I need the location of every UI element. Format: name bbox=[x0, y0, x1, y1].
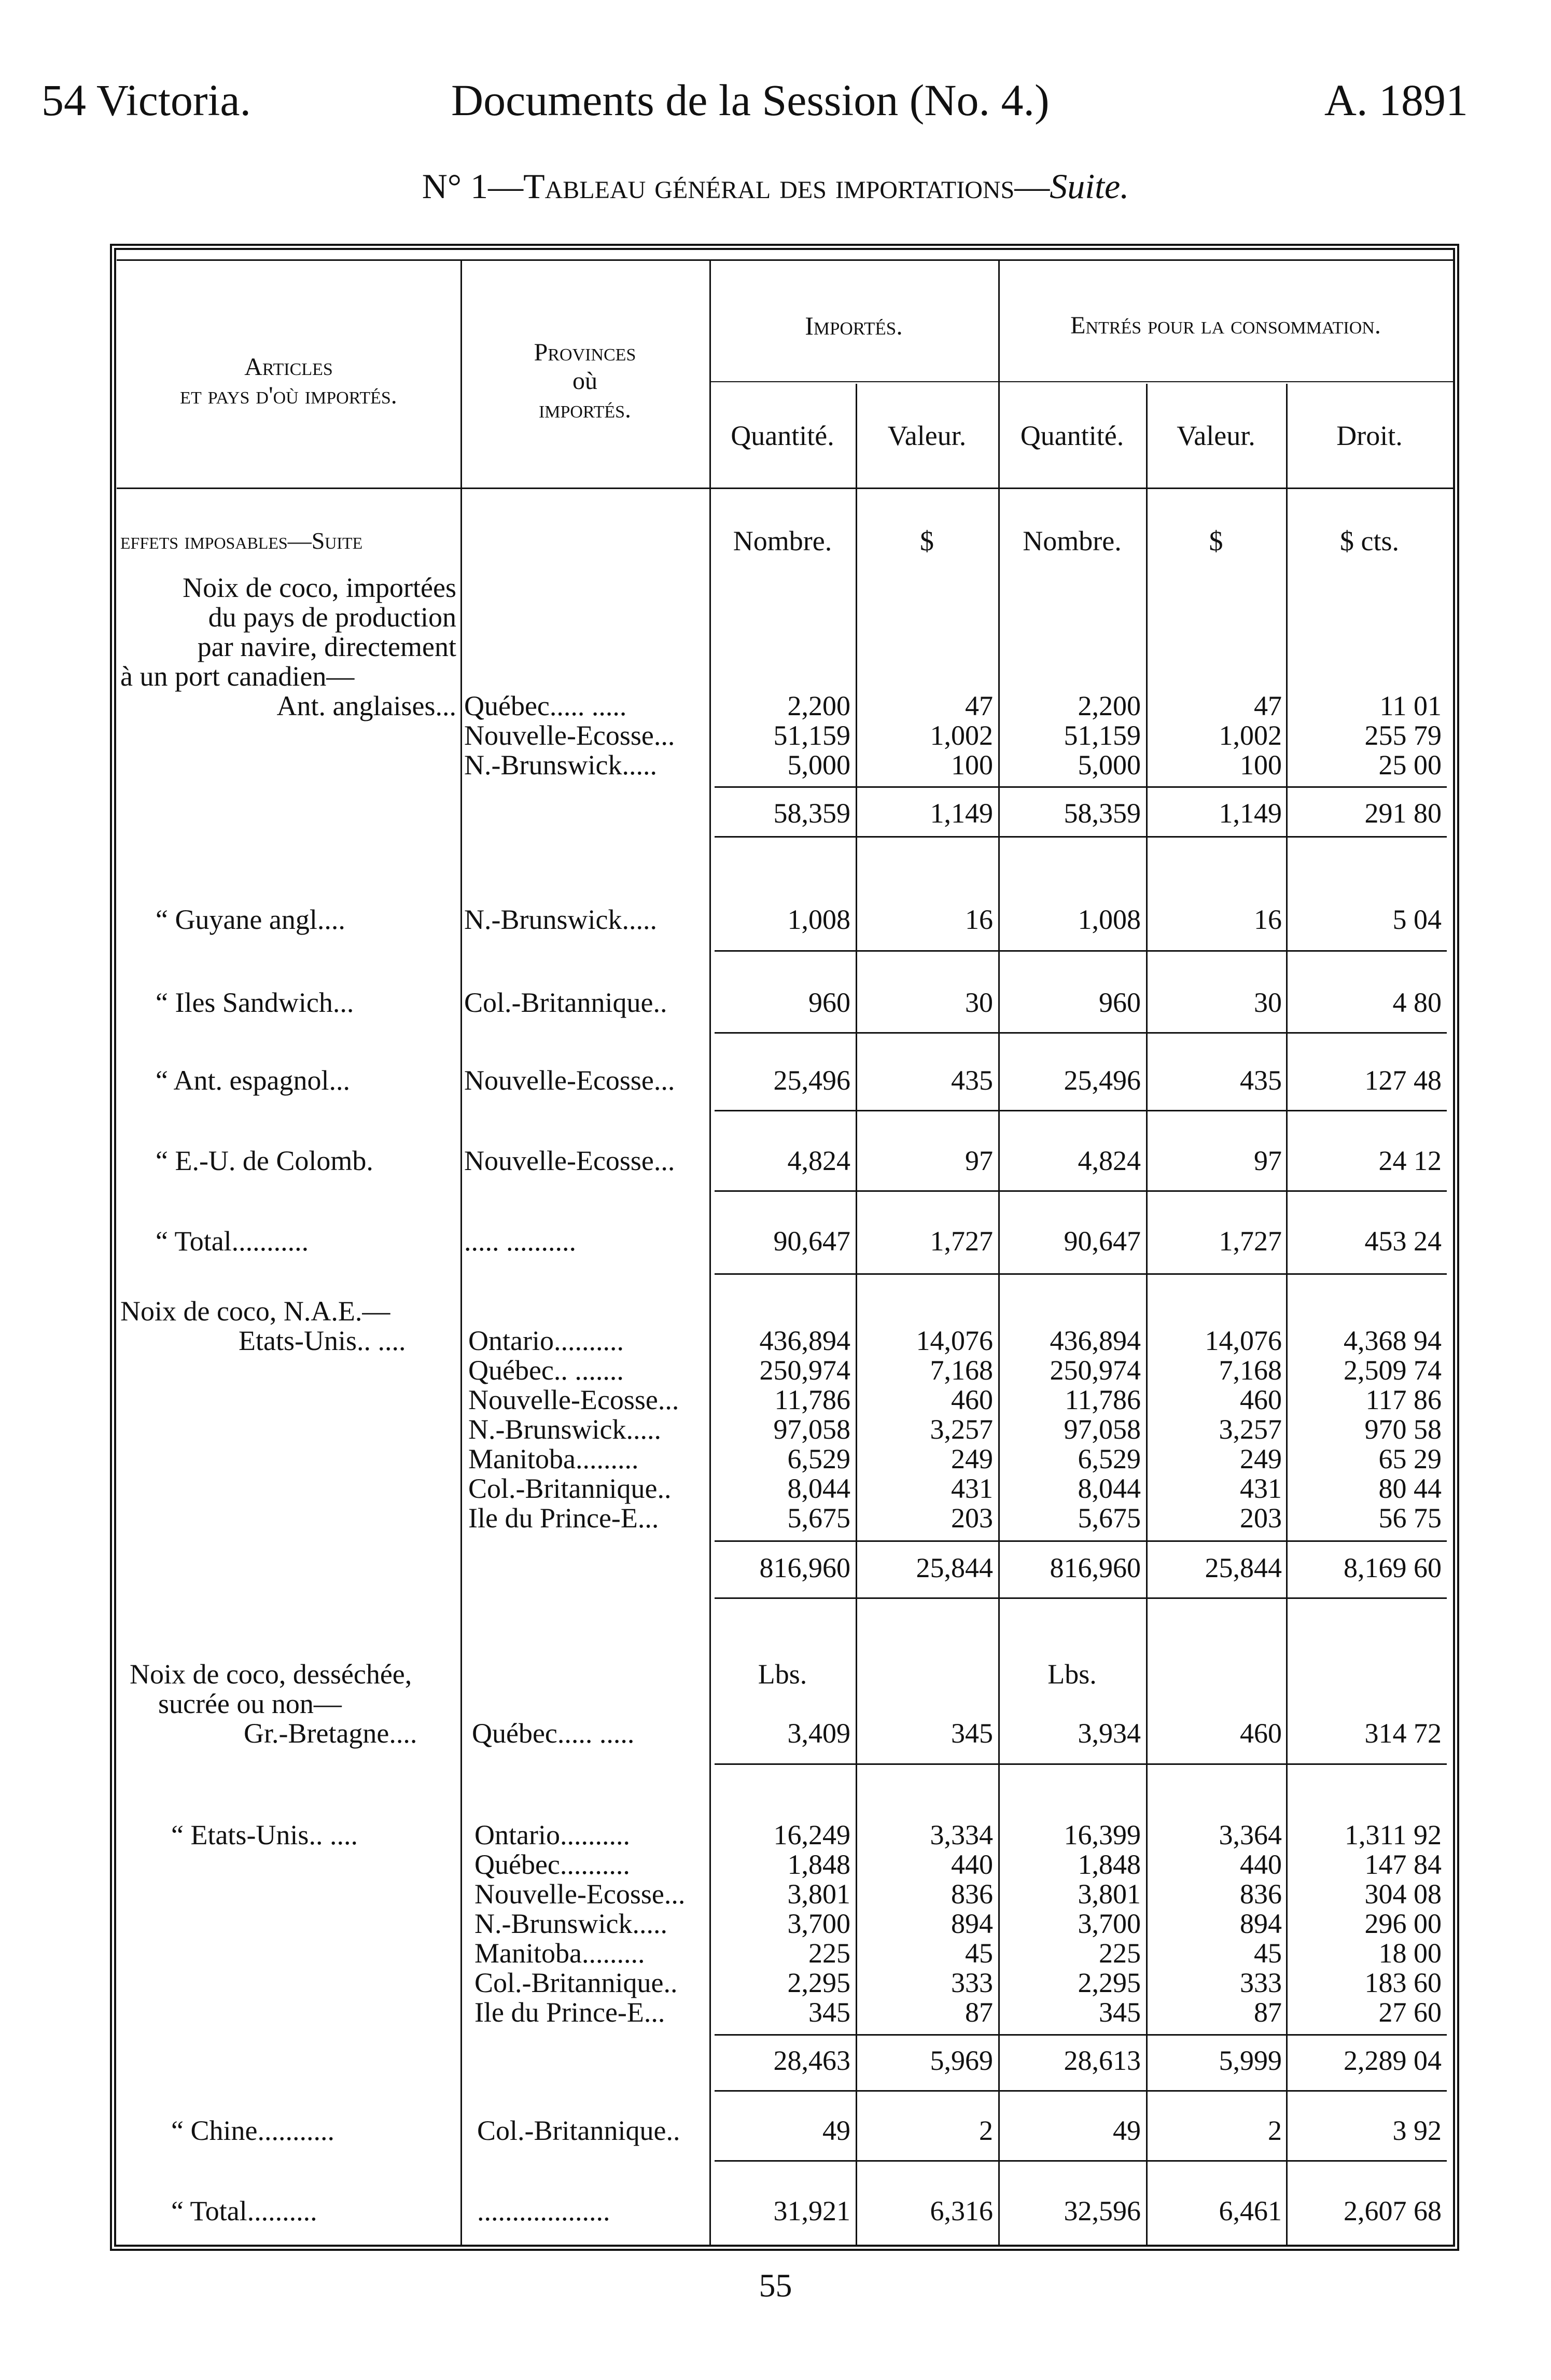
quantite2-cell: 6,529 bbox=[1078, 1443, 1141, 1474]
col-head-provinces-3: importés. bbox=[538, 396, 632, 423]
valeur-cell: 47 bbox=[965, 690, 993, 721]
province-cell: Col.-Britannique.. bbox=[474, 1967, 678, 1998]
article-line: Noix de coco, desséchée, bbox=[130, 1659, 412, 1690]
article-line: “ Total........... bbox=[156, 1226, 309, 1257]
article-line: “ Total.......... bbox=[171, 2195, 317, 2226]
running-header-center: Documents de la Session (No. 4.) bbox=[451, 75, 1050, 125]
quantite2-cell: 225 bbox=[1099, 1938, 1141, 1969]
valeur2-cell: 45 bbox=[1254, 1938, 1282, 1969]
valeur-cell: 100 bbox=[951, 749, 993, 781]
quantite-cell: 90,647 bbox=[773, 1226, 850, 1257]
article-line: “ Ant. espagnol... bbox=[156, 1065, 350, 1096]
valeur-total: 25,844 bbox=[916, 1552, 993, 1583]
valeur-cell: 2 bbox=[979, 2115, 993, 2146]
valeur2-cell: 47 bbox=[1254, 690, 1282, 721]
quantite-cell: 25,496 bbox=[773, 1065, 850, 1096]
droit-cell: 4 80 bbox=[1392, 987, 1442, 1018]
quantite2-cell: 1,848 bbox=[1078, 1849, 1141, 1880]
droit-cell: 147 84 bbox=[1364, 1849, 1442, 1880]
table-title-prefix: N° 1— bbox=[422, 166, 524, 206]
header-rule-groups bbox=[709, 381, 1453, 382]
quantite-cell: 3,700 bbox=[787, 1908, 850, 1939]
quantite-cell: 960 bbox=[808, 987, 850, 1018]
valeur2-cell: 2 bbox=[1268, 2115, 1282, 2146]
droit-cell: 65 29 bbox=[1378, 1443, 1442, 1474]
quantite-cell: 97,058 bbox=[773, 1414, 850, 1445]
valeur2-total: 1,149 bbox=[1219, 798, 1282, 829]
valeur2-cell: 460 bbox=[1240, 1384, 1282, 1415]
province-cell: Col.-Britannique.. bbox=[468, 1473, 672, 1504]
province-cell: Col.-Britannique.. bbox=[477, 2115, 680, 2146]
quantite-cell: 11,786 bbox=[774, 1384, 850, 1415]
quantite-cell: 49 bbox=[822, 2115, 850, 2146]
valeur2-cell: 87 bbox=[1254, 1997, 1282, 2028]
valeur-cell: 6,316 bbox=[930, 2195, 993, 2226]
col-head-provinces-2: où bbox=[572, 367, 597, 395]
col-head-valeur: Valeur. bbox=[887, 420, 967, 451]
group-rule bbox=[715, 1190, 1447, 1192]
province-cell: N.-Brunswick..... bbox=[464, 749, 657, 781]
valeur2-cell: 3,364 bbox=[1219, 1819, 1282, 1850]
droit-cell: 24 12 bbox=[1378, 1145, 1442, 1176]
unit-valeur2: $ bbox=[1209, 525, 1223, 556]
group-rule bbox=[715, 836, 1447, 838]
province-cell: N.-Brunswick..... bbox=[468, 1414, 661, 1445]
province-cell: ................... bbox=[477, 2195, 610, 2226]
valeur2-cell: 894 bbox=[1240, 1908, 1282, 1939]
province-cell: Ontario.......... bbox=[468, 1325, 624, 1356]
col-head-provinces-1: Provinces bbox=[534, 339, 636, 366]
group-rule bbox=[715, 2160, 1447, 2162]
valeur-cell: 97 bbox=[965, 1145, 993, 1176]
province-cell: Nouvelle-Ecosse... bbox=[468, 1384, 679, 1415]
droit-cell: 2,509 74 bbox=[1344, 1355, 1442, 1386]
province-cell: Québec.......... bbox=[474, 1849, 630, 1880]
quantite2-cell: 32,596 bbox=[1064, 2195, 1141, 2226]
quantite2-cell: 3,934 bbox=[1078, 1718, 1141, 1749]
valeur2-cell: 1,727 bbox=[1219, 1226, 1282, 1257]
valeur-cell: 249 bbox=[951, 1443, 993, 1474]
article-line: Noix de coco, importées bbox=[183, 572, 456, 603]
article-line: par navire, directement bbox=[197, 631, 456, 662]
quantite2-cell: 2,295 bbox=[1078, 1967, 1141, 1998]
droit-cell: 2,607 68 bbox=[1344, 2195, 1442, 2226]
valeur2-cell: 460 bbox=[1240, 1718, 1282, 1749]
valeur-cell: 45 bbox=[965, 1938, 993, 1969]
quantite-cell: 1,848 bbox=[787, 1849, 850, 1880]
droit-cell: 304 08 bbox=[1364, 1878, 1442, 1910]
quantite2-cell: 25,496 bbox=[1064, 1065, 1141, 1096]
valeur2-cell: 431 bbox=[1240, 1473, 1282, 1504]
valeur2-cell: 97 bbox=[1254, 1145, 1282, 1176]
valeur2-cell: 14,076 bbox=[1205, 1325, 1282, 1356]
valeur-cell: 16 bbox=[965, 904, 993, 935]
quantite-cell: 436,894 bbox=[759, 1325, 850, 1356]
valeur2-cell: 203 bbox=[1240, 1502, 1282, 1534]
valeur-cell: 836 bbox=[951, 1878, 993, 1910]
article-line: “ Iles Sandwich... bbox=[156, 987, 354, 1018]
province-cell: Manitoba......... bbox=[468, 1443, 639, 1474]
unit-droit: $ cts. bbox=[1340, 525, 1399, 556]
quantite2-cell: 11,786 bbox=[1065, 1384, 1141, 1415]
quantite-total: 58,359 bbox=[773, 798, 850, 829]
group-rule bbox=[715, 1273, 1447, 1275]
quantite-cell: 1,008 bbox=[787, 904, 850, 935]
article-line: “ E.-U. de Colomb. bbox=[156, 1145, 373, 1176]
quantite2-total: 816,960 bbox=[1050, 1552, 1141, 1583]
province-cell: Manitoba......... bbox=[474, 1938, 645, 1969]
valeur2-cell: 1,002 bbox=[1219, 720, 1282, 751]
article-line: Ant. anglaises... bbox=[276, 690, 456, 721]
article-line: Gr.-Bretagne.... bbox=[244, 1718, 417, 1749]
subtotal-rule bbox=[715, 2034, 1447, 2036]
valeur-cell: 460 bbox=[951, 1384, 993, 1415]
table-title-suite: Suite. bbox=[1050, 166, 1129, 206]
quantite2-cell: 97,058 bbox=[1064, 1414, 1141, 1445]
droit-cell: 255 79 bbox=[1364, 720, 1442, 751]
droit-cell: 11 01 bbox=[1379, 690, 1442, 721]
quantite-cell: 250,974 bbox=[759, 1355, 850, 1386]
valeur2-cell: 836 bbox=[1240, 1878, 1282, 1910]
quantite2-cell: 960 bbox=[1099, 987, 1141, 1018]
valeur-total: 1,149 bbox=[930, 798, 993, 829]
quantite2-cell: 49 bbox=[1113, 2115, 1141, 2146]
droit-total: 8,169 60 bbox=[1344, 1552, 1442, 1583]
droit-cell: 296 00 bbox=[1364, 1908, 1442, 1939]
col-head-quantite: Quantité. bbox=[731, 420, 834, 451]
droit-cell: 25 00 bbox=[1378, 749, 1442, 781]
col-rule-articles bbox=[460, 259, 462, 2245]
valeur-cell: 1,727 bbox=[930, 1226, 993, 1257]
valeur-cell: 3,257 bbox=[930, 1414, 993, 1445]
group-rule bbox=[715, 2090, 1447, 2092]
quantite2-cell: 1,008 bbox=[1078, 904, 1141, 935]
quantite2-cell: 16,399 bbox=[1064, 1819, 1141, 1850]
valeur-cell: 440 bbox=[951, 1849, 993, 1880]
quantite2-cell: 250,974 bbox=[1050, 1355, 1141, 1386]
quantite-cell: 4,824 bbox=[787, 1145, 850, 1176]
valeur2-total: 25,844 bbox=[1205, 1552, 1282, 1583]
quantite-cell: 3,409 bbox=[787, 1718, 850, 1749]
quantite2-cell: 51,159 bbox=[1064, 720, 1141, 751]
droit-total: 291 80 bbox=[1364, 798, 1442, 829]
group-rule bbox=[715, 1597, 1447, 1599]
quantite2-cell: 3,801 bbox=[1078, 1878, 1141, 1910]
quantite-cell: 225 bbox=[808, 1938, 850, 1969]
quantite2-cell: 8,044 bbox=[1078, 1473, 1141, 1504]
header-rule-bottom bbox=[117, 488, 1453, 489]
province-cell: N.-Brunswick..... bbox=[474, 1908, 667, 1939]
valeur-cell: 431 bbox=[951, 1473, 993, 1504]
quantite-total: 28,463 bbox=[773, 2045, 850, 2076]
valeur2-cell: 7,168 bbox=[1219, 1355, 1282, 1386]
province-cell: Québec..... ..... bbox=[464, 690, 627, 721]
valeur2-cell: 100 bbox=[1240, 749, 1282, 781]
province-cell: Nouvelle-Ecosse... bbox=[474, 1878, 686, 1910]
article-line: sucrée ou non— bbox=[158, 1688, 342, 1719]
quantite-cell: 8,044 bbox=[787, 1473, 850, 1504]
quantite-cell: 5,675 bbox=[787, 1502, 850, 1534]
province-cell: N.-Brunswick..... bbox=[464, 904, 657, 935]
col-head-articles-1: Articles bbox=[244, 353, 333, 381]
section-label: effets imposables—Suite bbox=[120, 527, 363, 554]
header-rule-top bbox=[117, 259, 1453, 261]
table-title-main: Tableau général des importations— bbox=[523, 166, 1050, 206]
quantite2-cell: 345 bbox=[1099, 1997, 1141, 2028]
article-line: “ Guyane angl.... bbox=[156, 904, 345, 935]
quantite-cell: 5,000 bbox=[787, 749, 850, 781]
quantite2-total: 58,359 bbox=[1064, 798, 1141, 829]
province-cell: Ile du Prince-E... bbox=[474, 1997, 665, 2028]
quantite-cell: 16,249 bbox=[773, 1819, 850, 1850]
article-line: à un port canadien— bbox=[120, 661, 355, 692]
province-cell: ..... .......... bbox=[464, 1226, 576, 1257]
quantite2-cell: 5,675 bbox=[1078, 1502, 1141, 1534]
valeur2-cell: 16 bbox=[1254, 904, 1282, 935]
quantite2-cell: 436,894 bbox=[1050, 1325, 1141, 1356]
droit-cell: 18 00 bbox=[1378, 1938, 1442, 1969]
valeur2-cell: 30 bbox=[1254, 987, 1282, 1018]
article-line: “ Chine........... bbox=[171, 2115, 334, 2146]
valeur-cell: 435 bbox=[951, 1065, 993, 1096]
group-rule bbox=[715, 1110, 1447, 1111]
article-line: Noix de coco, N.A.E.— bbox=[120, 1296, 390, 1327]
valeur-cell: 30 bbox=[965, 987, 993, 1018]
quantite2-cell: 90,647 bbox=[1064, 1226, 1141, 1257]
quantite-cell: 6,529 bbox=[787, 1443, 850, 1474]
valeur-total: 5,969 bbox=[930, 2045, 993, 2076]
valeur2-cell: 6,461 bbox=[1219, 2195, 1282, 2226]
col-head-entres: Entrés pour la consommation. bbox=[1070, 312, 1381, 339]
quantite2-total: 28,613 bbox=[1064, 2045, 1141, 2076]
running-header-right: A. 1891 bbox=[1324, 75, 1468, 125]
droit-total: 2,289 04 bbox=[1344, 2045, 1442, 2076]
droit-cell: 970 58 bbox=[1364, 1414, 1442, 1445]
page-number: 55 bbox=[759, 2267, 792, 2304]
droit-cell: 5 04 bbox=[1392, 904, 1442, 935]
province-cell: Québec..... ..... bbox=[472, 1718, 635, 1749]
quantite-cell: 2,295 bbox=[787, 1967, 850, 1998]
province-cell: Ile du Prince-E... bbox=[468, 1502, 659, 1534]
valeur2-total: 5,999 bbox=[1219, 2045, 1282, 2076]
unit-lbs-quantite2: Lbs. bbox=[1047, 1659, 1097, 1690]
quantite2-cell: 2,200 bbox=[1078, 690, 1141, 721]
quantite-cell: 2,200 bbox=[787, 690, 850, 721]
province-cell: Nouvelle-Ecosse... bbox=[464, 720, 675, 751]
valeur2-cell: 3,257 bbox=[1219, 1414, 1282, 1445]
article-line: Etats-Unis.. .... bbox=[239, 1325, 406, 1356]
quantite2-cell: 5,000 bbox=[1078, 749, 1141, 781]
droit-cell: 314 72 bbox=[1364, 1718, 1442, 1749]
col-head-quantite2: Quantité. bbox=[1020, 420, 1124, 451]
group-rule bbox=[715, 1032, 1447, 1034]
valeur-cell: 14,076 bbox=[916, 1325, 993, 1356]
province-cell: Nouvelle-Ecosse... bbox=[464, 1145, 675, 1176]
valeur2-cell: 440 bbox=[1240, 1849, 1282, 1880]
province-cell: Nouvelle-Ecosse... bbox=[464, 1065, 675, 1096]
valeur2-cell: 435 bbox=[1240, 1065, 1282, 1096]
droit-cell: 1,311 92 bbox=[1345, 1819, 1442, 1850]
quantite-cell: 3,801 bbox=[787, 1878, 850, 1910]
droit-cell: 183 60 bbox=[1364, 1967, 1442, 1998]
valeur-cell: 203 bbox=[951, 1502, 993, 1534]
quantite-cell: 345 bbox=[808, 1997, 850, 2028]
droit-cell: 4,368 94 bbox=[1344, 1325, 1442, 1356]
group-rule bbox=[715, 1763, 1447, 1765]
col-head-valeur2: Valeur. bbox=[1177, 420, 1255, 451]
subtotal-rule bbox=[715, 786, 1447, 788]
subtotal-rule bbox=[715, 1540, 1447, 1542]
table-title bbox=[0, 166, 1551, 207]
col-head-articles-2: et pays d'où importés. bbox=[180, 382, 397, 409]
unit-valeur: $ bbox=[920, 525, 934, 556]
article-line: “ Etats-Unis.. .... bbox=[171, 1819, 358, 1850]
valeur2-cell: 249 bbox=[1240, 1443, 1282, 1474]
valeur2-cell: 333 bbox=[1240, 1967, 1282, 1998]
valeur-cell: 333 bbox=[951, 1967, 993, 1998]
quantite-total: 816,960 bbox=[759, 1552, 850, 1583]
running-header-left: 54 Victoria. bbox=[41, 75, 251, 125]
quantite-cell: 51,159 bbox=[773, 720, 850, 751]
valeur-cell: 7,168 bbox=[930, 1355, 993, 1386]
valeur-cell: 87 bbox=[965, 1997, 993, 2028]
valeur-cell: 894 bbox=[951, 1908, 993, 1939]
article-line: du pays de production bbox=[208, 602, 456, 633]
quantite2-cell: 3,700 bbox=[1078, 1908, 1141, 1939]
province-cell: Québec.. ....... bbox=[468, 1355, 624, 1386]
col-head-importes: Importés. bbox=[805, 311, 903, 340]
valeur-cell: 1,002 bbox=[930, 720, 993, 751]
province-cell: Ontario.......... bbox=[474, 1819, 630, 1850]
droit-cell: 127 48 bbox=[1364, 1065, 1442, 1096]
unit-quantite: Nombre. bbox=[733, 525, 832, 556]
valeur-cell: 345 bbox=[951, 1718, 993, 1749]
province-cell: Col.-Britannique.. bbox=[464, 987, 667, 1018]
group-rule bbox=[715, 950, 1447, 952]
droit-cell: 80 44 bbox=[1378, 1473, 1442, 1504]
droit-cell: 117 86 bbox=[1365, 1384, 1442, 1415]
droit-cell: 56 75 bbox=[1378, 1502, 1442, 1534]
valeur-cell: 3,334 bbox=[930, 1819, 993, 1850]
unit-lbs-quantite: Lbs. bbox=[758, 1659, 807, 1690]
quantite2-cell: 4,824 bbox=[1078, 1145, 1141, 1176]
droit-cell: 27 60 bbox=[1378, 1997, 1442, 2028]
droit-cell: 453 24 bbox=[1364, 1226, 1442, 1257]
unit-quantite2: Nombre. bbox=[1023, 525, 1122, 556]
droit-cell: 3 92 bbox=[1392, 2115, 1442, 2146]
col-head-droit: Droit. bbox=[1336, 420, 1403, 451]
quantite-cell: 31,921 bbox=[773, 2195, 850, 2226]
